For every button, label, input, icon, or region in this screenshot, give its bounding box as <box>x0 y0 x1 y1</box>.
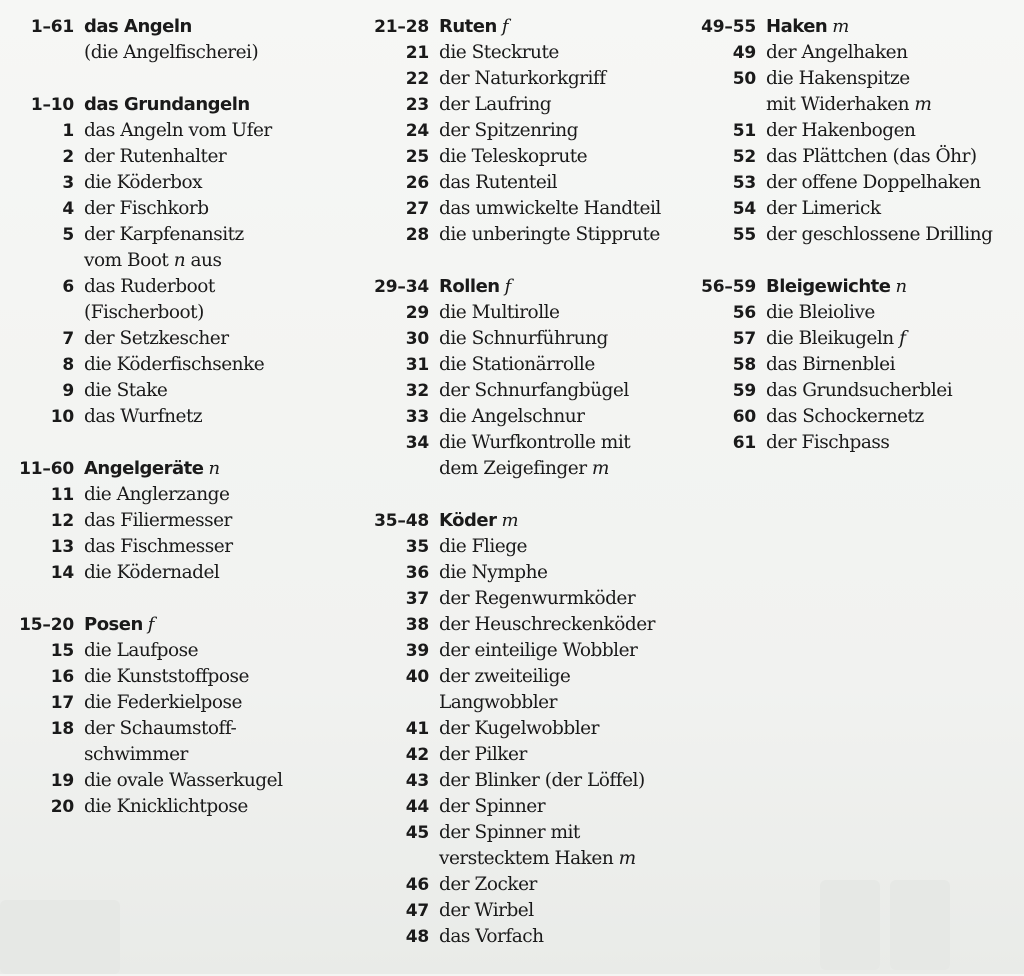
entry-term: der Setzkescher <box>84 328 229 349</box>
entry-term: die unberingte Stipprute <box>439 224 660 245</box>
grammatical-gender: f <box>147 614 154 635</box>
entry-number: 22 <box>405 69 429 89</box>
entry-number: 36 <box>405 563 429 583</box>
entry-number: 27 <box>405 199 429 219</box>
grammatical-gender: f <box>501 16 508 37</box>
entry-term: das Ruderboot <box>84 276 215 297</box>
entry-item-continuation <box>352 690 692 716</box>
section-title-label: Posen <box>84 614 143 635</box>
entry-item-continuation <box>0 742 340 768</box>
section-title <box>766 274 907 300</box>
entry-term: der Spitzenring <box>439 120 579 141</box>
section-title-label: das Angeln <box>84 16 192 37</box>
entry-item <box>352 742 692 768</box>
entry-item <box>352 404 692 430</box>
section-title <box>439 508 518 534</box>
entry-term: das umwickelte Handteil <box>439 198 661 219</box>
grammatical-gender: m <box>591 458 609 479</box>
entry-term: die Fliege <box>439 536 527 557</box>
entry-item <box>0 794 340 820</box>
entry-number: 48 <box>405 927 429 947</box>
entry-item <box>690 118 1024 144</box>
entry-term: der einteilige Wobbler <box>439 640 638 661</box>
section-range: 29–34 <box>374 277 429 297</box>
entry-term: die Nymphe <box>439 562 548 583</box>
entry-number: 12 <box>50 511 74 531</box>
entry-term: das Vorfach <box>439 926 544 947</box>
section-range: 1–10 <box>30 95 74 115</box>
entry-item <box>690 222 1024 248</box>
entry-number: 42 <box>405 745 429 765</box>
entry-section <box>0 14 340 66</box>
grammatical-gender: m <box>618 848 636 869</box>
section-title-label: Ruten <box>439 16 497 37</box>
entry-term: (die Angelfischerei) <box>84 42 259 63</box>
entry-item <box>352 222 692 248</box>
entry-term: das Birnenblei <box>766 354 896 375</box>
entry-term: der Spinner mit <box>439 822 580 843</box>
grammatical-gender: m <box>501 510 519 531</box>
entry-item <box>0 326 340 352</box>
entry-number: 39 <box>405 641 429 661</box>
section-title-label: Köder <box>439 510 497 531</box>
entry-item <box>352 768 692 794</box>
entry-number: 56 <box>732 303 756 323</box>
entry-section <box>352 508 692 950</box>
entry-term: der Hakenbogen <box>766 120 916 141</box>
entry-section <box>352 274 692 482</box>
entry-term: der Schaumstoff- <box>84 718 237 739</box>
entry-item <box>0 690 340 716</box>
section-range: 35–48 <box>374 511 429 531</box>
entry-item <box>352 924 692 950</box>
entry-term: das Fischmesser <box>84 536 233 557</box>
column-3 <box>690 14 1024 482</box>
entry-term: mit Widerhaken m <box>766 94 932 115</box>
entry-number: 8 <box>62 355 74 375</box>
entry-number: 19 <box>50 771 74 791</box>
entry-item <box>352 820 692 846</box>
entry-item-continuation <box>690 92 1024 118</box>
entry-item <box>352 300 692 326</box>
entry-item-continuation <box>0 248 340 274</box>
entry-number: 15 <box>50 641 74 661</box>
entry-item <box>690 326 1024 352</box>
entry-item <box>352 898 692 924</box>
entry-item <box>0 404 340 430</box>
entry-item <box>690 170 1024 196</box>
entry-term: das Grundsucherblei <box>766 380 953 401</box>
entry-item <box>352 534 692 560</box>
entry-item <box>690 430 1024 456</box>
section-title-label: das Grundangeln <box>84 94 250 115</box>
entry-term: der Pilker <box>439 744 527 765</box>
entry-number: 29 <box>405 303 429 323</box>
entry-section <box>690 274 1024 456</box>
grammatical-gender: f <box>504 276 511 297</box>
entry-item-continuation <box>352 456 692 482</box>
entry-term: das Schockernetz <box>766 406 924 427</box>
entry-number: 6 <box>62 277 74 297</box>
entry-number: 20 <box>50 797 74 817</box>
entry-term: das Plättchen (das Öhr) <box>766 146 977 167</box>
entry-number: 25 <box>405 147 429 167</box>
entry-term: vom Boot n aus <box>84 250 222 271</box>
entry-number: 17 <box>50 693 74 713</box>
entry-term: die Laufpose <box>84 640 199 661</box>
entry-number: 16 <box>50 667 74 687</box>
entry-term: der Laufring <box>439 94 552 115</box>
entry-number: 30 <box>405 329 429 349</box>
entry-term: die Federkielpose <box>84 692 242 713</box>
section-title <box>439 274 511 300</box>
entry-number: 5 <box>62 225 74 245</box>
entry-item <box>690 144 1024 170</box>
entry-term: dem Zeigefinger m <box>439 458 609 479</box>
entry-number: 51 <box>732 121 756 141</box>
entry-number: 1 <box>62 121 74 141</box>
entry-section <box>0 612 340 820</box>
section-title <box>439 14 508 40</box>
entry-term: die Anglerzange <box>84 484 230 505</box>
entry-number: 18 <box>50 719 74 739</box>
section-range: 21–28 <box>374 17 429 37</box>
entry-item <box>690 352 1024 378</box>
entry-term: der Zocker <box>439 874 537 895</box>
entry-item <box>352 352 692 378</box>
entry-item <box>690 404 1024 430</box>
illustration-fragment <box>0 900 120 974</box>
entry-item <box>0 196 340 222</box>
entry-term: der Blinker (der Löffel) <box>439 770 645 791</box>
entry-number: 37 <box>405 589 429 609</box>
entry-number: 10 <box>50 407 74 427</box>
entry-term: der Wirbel <box>439 900 534 921</box>
entry-item <box>352 638 692 664</box>
section-title <box>766 14 849 40</box>
entry-item <box>690 196 1024 222</box>
entry-term: die Bleikugeln f <box>766 328 906 349</box>
entry-item <box>0 222 340 248</box>
entry-item <box>690 378 1024 404</box>
entry-number: 23 <box>405 95 429 115</box>
entry-number: 58 <box>732 355 756 375</box>
entry-item <box>0 534 340 560</box>
entry-item <box>352 92 692 118</box>
grammatical-gender: f <box>899 328 906 349</box>
section-heading <box>352 508 692 534</box>
entry-item <box>352 794 692 820</box>
entry-number: 43 <box>405 771 429 791</box>
entry-number: 41 <box>405 719 429 739</box>
entry-item <box>352 378 692 404</box>
entry-item <box>0 638 340 664</box>
section-title-label: Bleigewichte <box>766 276 891 297</box>
entry-item <box>352 560 692 586</box>
entry-item <box>352 66 692 92</box>
entry-term: der Karpfenansitz <box>84 224 244 245</box>
entry-number: 44 <box>405 797 429 817</box>
entry-item <box>352 118 692 144</box>
entry-number: 2 <box>62 147 74 167</box>
column-2 <box>352 14 692 976</box>
entry-number: 28 <box>405 225 429 245</box>
entry-item <box>0 40 340 66</box>
entry-number: 32 <box>405 381 429 401</box>
entry-item <box>352 144 692 170</box>
entry-item <box>352 170 692 196</box>
entry-term: die Steckrute <box>439 42 559 63</box>
entry-number: 14 <box>50 563 74 583</box>
entry-number: 35 <box>405 537 429 557</box>
entry-section <box>352 14 692 248</box>
entry-number: 55 <box>732 225 756 245</box>
entry-number: 47 <box>405 901 429 921</box>
entry-number: 26 <box>405 173 429 193</box>
entry-term: der Limerick <box>766 198 881 219</box>
entry-term: der Kugelwobbler <box>439 718 599 739</box>
entry-item <box>0 170 340 196</box>
grammatical-gender: m <box>914 94 932 115</box>
entry-term: der offene Doppelhaken <box>766 172 981 193</box>
entry-number: 21 <box>405 43 429 63</box>
entry-term: die Multirolle <box>439 302 560 323</box>
entry-term: der Schnurfangbügel <box>439 380 629 401</box>
entry-term: der Fischpass <box>766 432 890 453</box>
section-heading <box>0 92 340 118</box>
entry-item <box>0 664 340 690</box>
section-range: 56–59 <box>701 277 756 297</box>
entry-number: 61 <box>732 433 756 453</box>
section-title <box>84 612 154 638</box>
section-heading <box>690 14 1024 40</box>
entry-number: 53 <box>732 173 756 193</box>
entry-number: 49 <box>732 43 756 63</box>
entry-item <box>352 612 692 638</box>
entry-item <box>0 560 340 586</box>
entry-item <box>352 664 692 690</box>
entry-item <box>352 716 692 742</box>
entry-item <box>352 40 692 66</box>
section-range: 1–61 <box>30 17 74 37</box>
entry-number: 57 <box>732 329 756 349</box>
entry-term: die Wurfkontrolle mit <box>439 432 631 453</box>
entry-term: Langwobbler <box>439 692 557 713</box>
section-heading <box>0 612 340 638</box>
entry-term: die Kunststoffpose <box>84 666 249 687</box>
entry-item <box>0 118 340 144</box>
section-title-label: Angelgeräte <box>84 458 204 479</box>
entry-item <box>0 274 340 300</box>
entry-item-continuation <box>0 300 340 326</box>
entry-number: 46 <box>405 875 429 895</box>
entry-term: die Stationärrolle <box>439 354 595 375</box>
entry-term: das Wurfnetz <box>84 406 203 427</box>
entry-term: der Regenwurmköder <box>439 588 636 609</box>
entry-number: 52 <box>732 147 756 167</box>
entry-number: 45 <box>405 823 429 843</box>
entry-term: die ovale Wasserkugel <box>84 770 283 791</box>
column-1 <box>0 14 340 846</box>
section-range: 49–55 <box>701 17 756 37</box>
entry-section <box>0 92 340 430</box>
section-title-label: Haken <box>766 16 828 37</box>
entry-item <box>352 430 692 456</box>
entry-item <box>0 768 340 794</box>
entry-term: verstecktem Haken m <box>439 848 636 869</box>
entry-term: die Teleskoprute <box>439 146 588 167</box>
entry-item <box>352 326 692 352</box>
entry-item <box>0 352 340 378</box>
entry-item <box>0 508 340 534</box>
entry-item <box>0 144 340 170</box>
entry-term: die Bleiolive <box>766 302 875 323</box>
entry-item <box>352 872 692 898</box>
entry-term: schwimmer <box>84 744 188 765</box>
entry-number: 4 <box>62 199 74 219</box>
illustration-fragment <box>820 880 880 970</box>
entry-term: der Fischkorb <box>84 198 209 219</box>
entry-term: der Spinner <box>439 796 546 817</box>
entry-term: der Heuschreckenköder <box>439 614 655 635</box>
entry-number: 38 <box>405 615 429 635</box>
section-heading <box>0 456 340 482</box>
entry-number: 59 <box>732 381 756 401</box>
entry-term: das Angeln vom Ufer <box>84 120 272 141</box>
entry-term: die Angelschnur <box>439 406 585 427</box>
section-heading <box>352 274 692 300</box>
entry-number: 50 <box>732 69 756 89</box>
section-title <box>84 14 192 40</box>
entry-number: 31 <box>405 355 429 375</box>
entry-number: 11 <box>50 485 74 505</box>
section-title-label: Rollen <box>439 276 500 297</box>
entry-term: die Knicklichtpose <box>84 796 248 817</box>
entry-number: 54 <box>732 199 756 219</box>
entry-number: 24 <box>405 121 429 141</box>
entry-item <box>690 66 1024 92</box>
entry-item <box>0 716 340 742</box>
entry-item <box>0 482 340 508</box>
entry-number: 40 <box>405 667 429 687</box>
entry-term: der geschlossene Drilling <box>766 224 993 245</box>
section-heading <box>352 14 692 40</box>
entry-number: 60 <box>732 407 756 427</box>
entry-item <box>690 40 1024 66</box>
entry-term: der Rutenhalter <box>84 146 227 167</box>
entry-section <box>690 14 1024 248</box>
entry-term: der zweiteilige <box>439 666 571 687</box>
entry-number: 13 <box>50 537 74 557</box>
section-title <box>84 92 250 118</box>
section-range: 15–20 <box>19 615 74 635</box>
grammatical-gender: n <box>895 276 907 297</box>
section-heading <box>690 274 1024 300</box>
entry-term: das Filiermesser <box>84 510 232 531</box>
entry-term: die Schnurführung <box>439 328 608 349</box>
entry-term: die Hakenspitze <box>766 68 910 89</box>
entry-term: die Köderbox <box>84 172 203 193</box>
entry-term: der Naturkorkgriff <box>439 68 606 89</box>
grammatical-gender: m <box>832 16 849 37</box>
section-range: 11–60 <box>19 459 74 479</box>
entry-term: die Stake <box>84 380 168 401</box>
entry-term: (Fischerboot) <box>84 302 204 323</box>
entry-term: die Ködernadel <box>84 562 220 583</box>
section-title <box>84 456 220 482</box>
grammatical-gender: n <box>173 250 186 271</box>
entry-term: das Rutenteil <box>439 172 558 193</box>
entry-item-continuation <box>352 846 692 872</box>
entry-term: die Köderfischsenke <box>84 354 265 375</box>
entry-number: 9 <box>62 381 74 401</box>
illustration-fragment <box>890 880 950 970</box>
entry-item <box>0 378 340 404</box>
entry-number: 34 <box>405 433 429 453</box>
entry-term: der Angelhaken <box>766 42 908 63</box>
entry-number: 3 <box>62 173 74 193</box>
entry-item <box>690 300 1024 326</box>
section-heading <box>0 14 340 40</box>
entry-number: 7 <box>62 329 74 349</box>
entry-item <box>352 196 692 222</box>
entry-number: 33 <box>405 407 429 427</box>
entry-item <box>352 586 692 612</box>
grammatical-gender: n <box>208 458 220 479</box>
entry-section <box>0 456 340 586</box>
